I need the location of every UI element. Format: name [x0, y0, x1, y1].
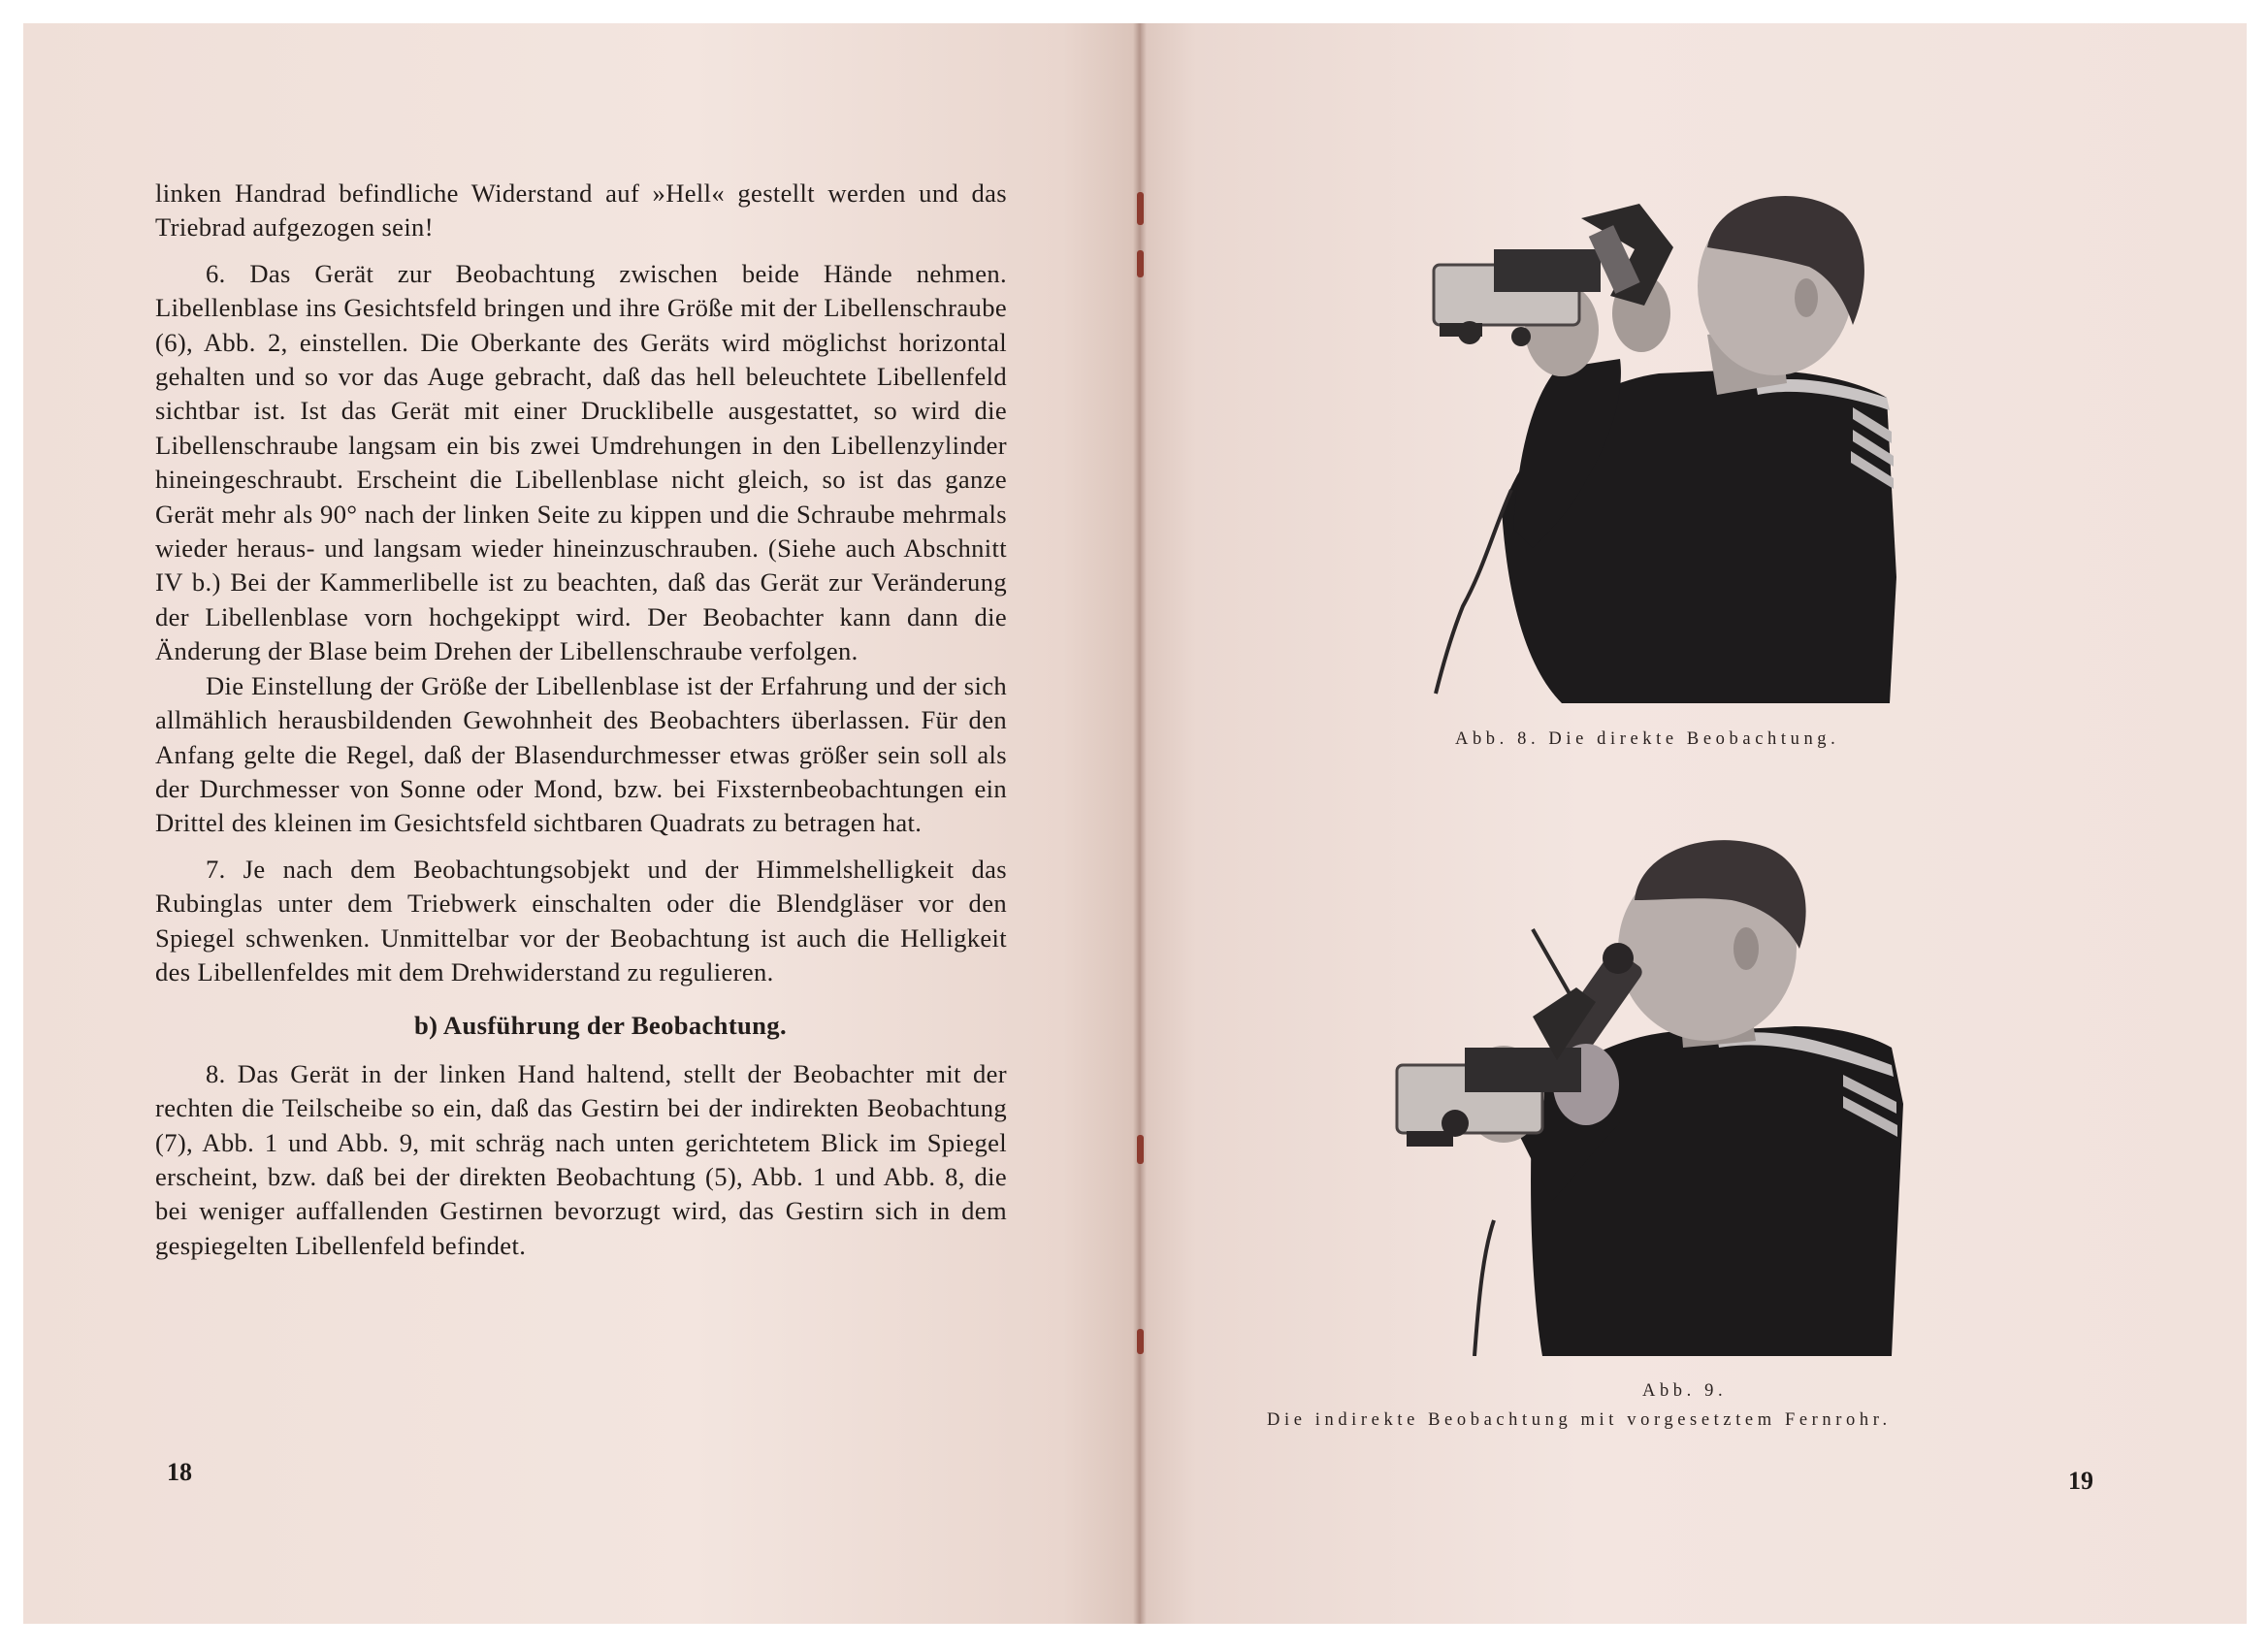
sextant-foot — [1440, 323, 1482, 337]
lamp-cable — [1474, 1220, 1494, 1356]
sextant-vane — [1533, 929, 1571, 997]
paragraph-step-8: 8. Das Gerät in der linken Hand haltend, stellt der Beobachter mit der rechten die Teilscheibe so ein, daß das Gestirn bei der indirekten Beobachtung (7), Abb. 1 und Abb. 9, mit schräg nach unten gerichtetem Blick im Spiegel erscheint, bzw. daß bei der direkten Beobachtung (5), Abb. 1 und Abb. 8, die bei weniger auffallenden Gestirnen bevorzugt wird, das Gestirn sich in dem gespiegelten Libellenfeld befindet. — [155, 1058, 1007, 1260]
left-page-text — [155, 177, 1007, 1263]
paragraph-step-6: 6. Das Gerät zur Beobachtung zwischen beide Hände nehmen. Libellenblase ins Gesichtsfeld bringen und ihre Größe mit der Libellenschraube (6), Abb. 2, einstellen. Die Oberkante des Geräts wird möglichst horizontal gehalten und so vor das Auge gebracht, daß das hell beleuchtete Libellenfeld sichtbar ist. Ist das Gerät mit einer Drucklibelle ausgestattet, so wird die Libellenschraube langsam ein bis zwei Umdrehungen in den Libellenzylinder hineingeschraubt. Erscheint die Libellenblase nicht gleich, so ist das ganze Gerät mehr als 90° nach der linken Seite zu kippen und die Schraube mehrmals wieder heraus- und langsam wieder hineinzuschrauben. (Siehe auch Abschnitt IV b.) Bei der Kammerlibelle ist zu beachten, daß das Gerät zur Veränderung der Libellenblase vorn hochgekippt wird. Der Beobachter kann dann die Änderung der Blase beim Drehen der Libellenschraube verfolgen. — [155, 258, 1007, 666]
paragraph-continuation: linken Handrad befindliche Widerstand auf »Hell« gestellt werden und das Triebrad aufgezogen sein! — [155, 178, 1007, 242]
sextant-housing — [1494, 249, 1601, 292]
figure-8-photo — [1426, 189, 1969, 713]
binding-thread — [1137, 250, 1144, 277]
binding-thread — [1137, 1329, 1144, 1354]
sailor-ear — [1733, 927, 1759, 970]
section-heading: b) Ausführung der Beobachtung. — [414, 1011, 787, 1041]
sailor-ear — [1795, 278, 1818, 317]
figure-9-photo — [1387, 832, 1969, 1356]
lamp-cable — [1436, 490, 1511, 694]
binding-thread — [1137, 192, 1144, 225]
figure-9-caption: Die indirekte Beobachtung mit vorgesetztem Fernrohr. — [1267, 1410, 1892, 1430]
paragraph-bubble-size: Die Einstellung der Größe der Libellenblase ist der Erfahrung und der sich allmählich herausbildenden Gewohnheit des Beobachters überlassen. Für den Anfang gelte die Regel, daß der Blasendurchmesser etwas größer sein soll als der Durchmesser von Sonne oder Mond, bzw. bei Fixsternbeobachtungen ein Drittel des kleinen im Gesichtsfeld sichtbaren Quadrats zu betragen hat. — [155, 670, 1007, 838]
sextant-foot — [1407, 1131, 1453, 1147]
telescope-eyepiece — [1603, 943, 1634, 974]
figure-9-label: Abb. 9. — [1642, 1381, 1728, 1401]
binding-thread — [1137, 1135, 1144, 1164]
page-number-left: 18 — [167, 1458, 192, 1486]
sextant-housing — [1465, 1048, 1581, 1092]
figure-8-caption: Abb. 8. Die direkte Beobachtung. — [1455, 729, 1840, 749]
page-number-right: 19 — [2068, 1467, 2093, 1495]
sextant-knob — [1511, 327, 1531, 346]
paragraph-step-7: 7. Je nach dem Beobachtungsobjekt und der Himmelshelligkeit das Rubinglas unter dem Triebwerk einschalten oder die Blendgläser vor den Spiegel schwenken. Unmittelbar vor der Beobachtung ist auch die Helligkeit des Libellenfeldes mit dem Drehwiderstand zu regulieren. — [155, 854, 1007, 986]
